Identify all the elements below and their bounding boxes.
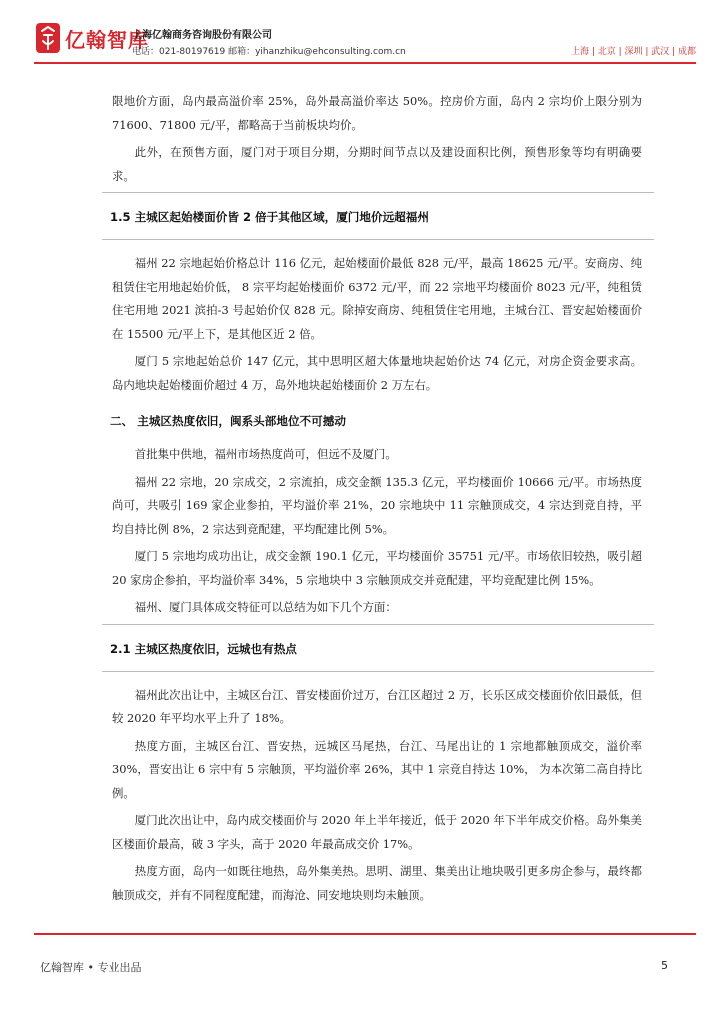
paragraph: 福州此次出让中，主城区台江、晋安楼面价过万，台江区超过 2 万，长乐区成交楼面价依旧最低，但较 2020 年平均水平上升了 18%。 bbox=[112, 687, 642, 725]
paragraph: 限地价方面，岛内最高溢价率 25%，岛外最高溢价率达 50%。控房价方面，岛内 2 宗均价上限分别为 71600、71800 元/平，都略高于当前板块均价。 bbox=[112, 94, 642, 132]
section-heading-2: 二、 主城区热度依旧，闽系头部地位不可撼动 bbox=[110, 414, 346, 428]
header-divider bbox=[34, 62, 696, 64]
paragraph: 厦门此次出让中，岛内成交楼面价与 2020 年上半年接近，低于 2020 年下半年成交价格。岛外集美区楼面价最高，破 3 字头，高于 2020 年最高成交价 17%。 bbox=[112, 813, 642, 851]
company-name: 上海亿翰商务咨询股份有限公司 bbox=[132, 30, 272, 41]
section-heading-1-5: 1.5 主城区起始楼面价皆 2 倍于其他区域，厦门地价远超福州 bbox=[110, 210, 429, 224]
paragraph: 厦门 5 宗地均成功出让，成交金额 190.1 亿元，平均楼面价 35751 元/平。市场依旧较热，吸引超 20 家房企参拍，平均溢价率 34%，5 宗地块中 3 宗触顶成交并竞配建，平均竞配建比例 15%。 bbox=[112, 549, 642, 587]
page-header bbox=[34, 20, 696, 60]
contact-info: 电话：021-80197619 邮箱：yihanzhiku@ehconsulting.com.cn bbox=[132, 47, 406, 57]
paragraph: 此外，在预售方面，厦门对于项目分期，分期时间节点以及建设面积比例，预售形象等均有明确要求。 bbox=[112, 145, 642, 183]
logo-text: 亿翰智库 bbox=[65, 27, 149, 52]
paragraph: 福州 22 宗地起始价格总计 116 亿元，起始楼面价最低 828 元/平，最高 18625 元/平。安商房、纯租赁住宅用地起始价低， 8 宗平均起始楼面价 6372 元/平，而 22 宗地平均楼面价 8023 元/平，纯租赁住宅用地 2021 滨拍-3 号起始价仅 828 元。除掉安商房、纯租赁住宅用地，主城台江、晋安起始楼面价在 15500 元/平上下，是其他区近 2 倍。 bbox=[112, 256, 642, 341]
section-divider bbox=[102, 192, 654, 193]
paragraph: 福州 22 宗地，20 宗成交，2 宗流拍，成交金额 135.3 亿元，平均楼面价 10666 元/平。市场热度尚可，共吸引 169 家企业参拍，平均溢价率 21%，20 宗地块中 11 宗触顶成交，4 宗达到竞自持，平均自持比例 8%，2 宗达到竞配建，平均配建比例 5%。 bbox=[112, 474, 642, 536]
section-divider bbox=[102, 671, 654, 672]
brand-mark-icon bbox=[34, 21, 62, 55]
footer-divider bbox=[34, 933, 696, 935]
section-heading-2-1: 2.1 主城区热度依旧，远城也有热点 bbox=[110, 641, 297, 656]
section-divider bbox=[102, 624, 654, 625]
paragraph: 热度方面，岛内一如既往地热，岛外集美热。思明、湖里、集美出让地块吸引更多房企参与，最终都触顶成交，并有不同程度配建，而海沧、同安地块则均未触顶。 bbox=[112, 864, 642, 902]
page-content bbox=[112, 90, 642, 911]
paragraph: 福州、厦门具体成交特征可以总结为如下几个方面： bbox=[134, 600, 397, 614]
page-number: 5 bbox=[661, 959, 668, 972]
paragraph: 首批集中供地，福州市场热度尚可，但远不及厦门。 bbox=[134, 447, 397, 461]
footer-brand: 亿翰智库 • 专业出品 bbox=[40, 961, 142, 974]
office-cities: 上海 | 北京 | 深圳 | 武汉 | 成都 bbox=[570, 47, 696, 57]
section-divider bbox=[102, 239, 654, 240]
paragraph: 厦门 5 宗地起始总价 147 亿元，其中思明区超大体量地块起始价达 74 亿元，对房企资金要求高。岛内地块起始楼面价超过 4 万，岛外地块起始楼面价 2 万左右。 bbox=[112, 354, 642, 392]
paragraph: 热度方面，主城区台江、晋安热，远城区马尾热，台江、马尾出让的 1 宗地都触顶成交，溢价率 30%，晋安出让 6 宗中有 5 宗触顶，平均溢价率 26%，其中 1 宗竞自持达 10%， 为本次第二高自持比例。 bbox=[112, 738, 642, 800]
